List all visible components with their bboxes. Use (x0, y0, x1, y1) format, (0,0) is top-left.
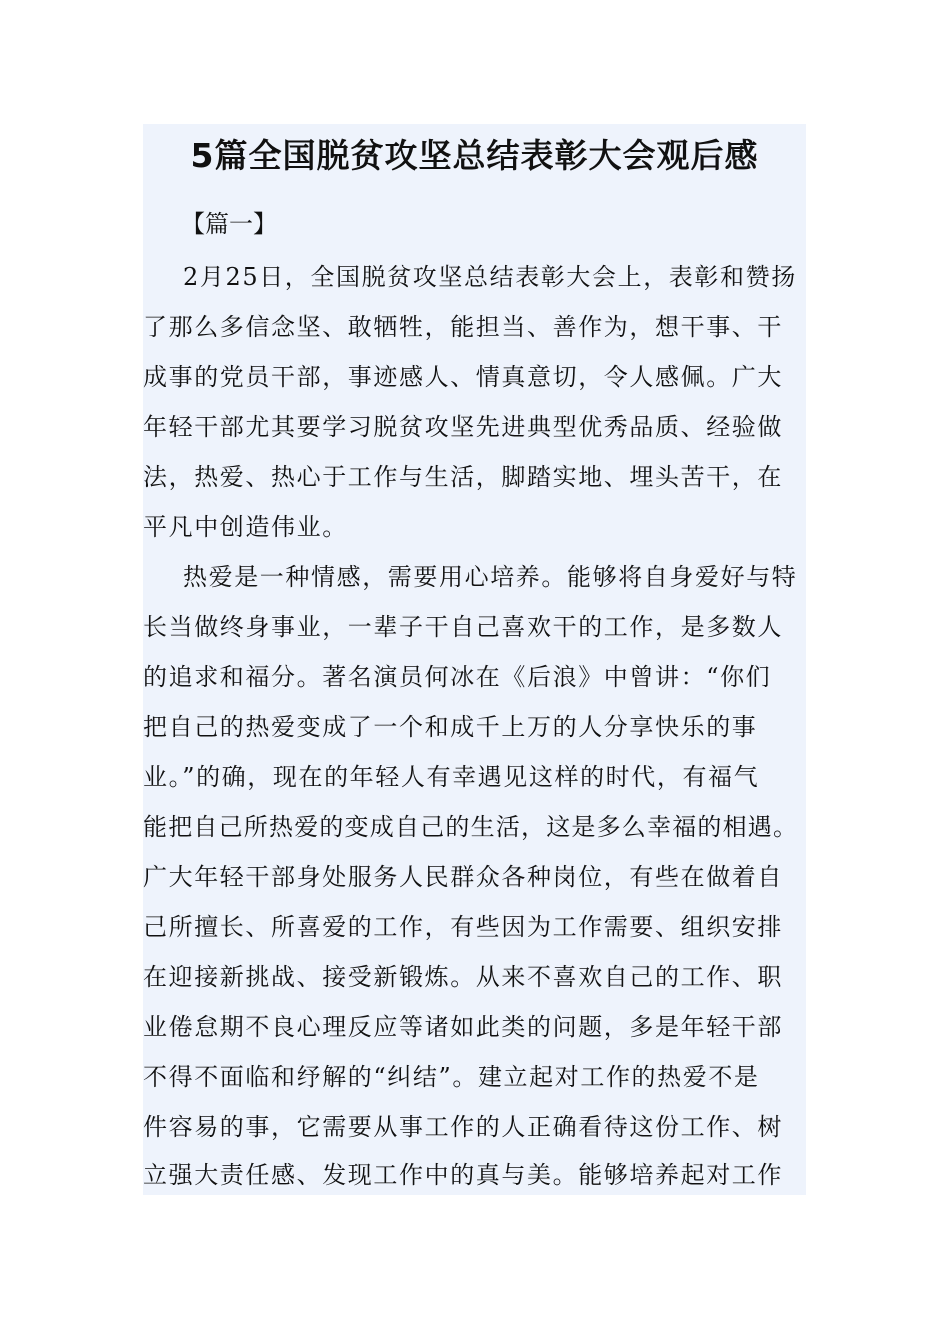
paragraph-line: 法，热爱、热心于工作与生活，脚踏实地、埋头苦干，在 (143, 463, 783, 491)
paragraph-line: 立强大责任感、发现工作中的真与美。能够培养起对工作 (143, 1161, 783, 1189)
paragraph-line: 年轻干部尤其要学习脱贫攻坚先进典型优秀品质、经验做 (143, 413, 783, 441)
paragraph-line: 热爱是一种情感，需要用心培养。能够将自身爱好与特 (183, 563, 798, 591)
paragraph-line: 长当做终身事业，一辈子干自己喜欢干的工作，是多数人 (143, 613, 783, 641)
paragraph-line: 件容易的事，它需要从事工作的人正确看待这份工作、树 (143, 1113, 783, 1141)
paragraph-line: 广大年轻干部身处服务人民群众各种岗位，有些在做着自 (143, 863, 783, 891)
paragraph-line: 平凡中创造伟业。 (143, 513, 348, 541)
paragraph-line: 在迎接新挑战、接受新锻炼。从来不喜欢自己的工作、职 (143, 963, 783, 991)
document-title: 5篇全国脱贫攻坚总结表彰大会观后感 (190, 136, 759, 175)
paragraph-line: 把自己的热爱变成了一个和成千上万的人分享快乐的事 (143, 713, 758, 741)
paragraph-line: 的追求和福分。著名演员何冰在《后浪》中曾讲：“你们 (143, 663, 772, 691)
paragraph-line: 己所擅长、所喜爱的工作，有些因为工作需要、组织安排 (143, 913, 783, 941)
paragraph-line: 不得不面临和纾解的“纠结”。建立起对工作的热爱不是 (143, 1063, 760, 1091)
paragraph-line: 2月25日，全国脱贫攻坚总结表彰大会上，表彰和赞扬 (183, 263, 797, 291)
paragraph-line: 业倦怠期不良心理反应等诸如此类的问题，多是年轻干部 (143, 1013, 783, 1041)
paragraph-line: 能把自己所热爱的变成自己的生活，这是多么幸福的相遇。 (143, 813, 799, 841)
section-label: 【篇一】 (181, 210, 277, 238)
document-page (143, 124, 806, 1195)
paragraph-line: 了那么多信念坚、敢牺牲，能担当、善作为，想干事、干 (143, 313, 783, 341)
paragraph-line: 业。”的确，现在的年轻人有幸遇见这样的时代，有福气 (143, 763, 760, 791)
paragraph-line: 成事的党员干部，事迹感人、情真意切，令人感佩。广大 (143, 363, 783, 391)
